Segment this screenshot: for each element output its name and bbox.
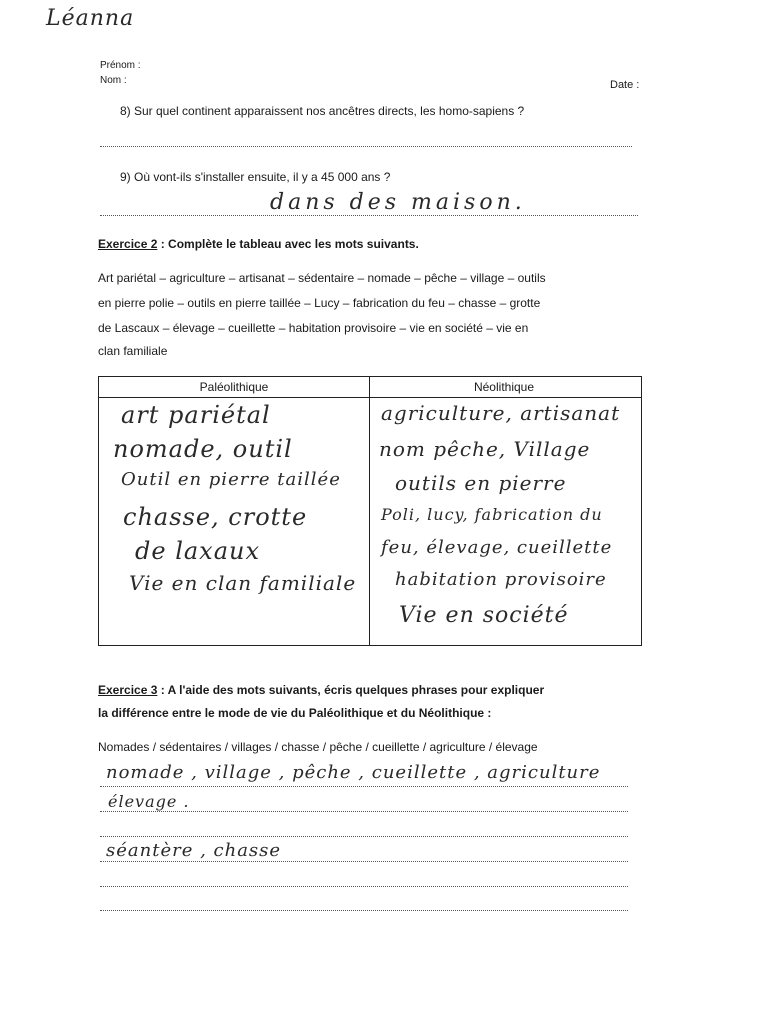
exercise-3-heading bbox=[98, 683, 544, 697]
neo-answer-line: Poli, lucy, fabrication du bbox=[381, 505, 603, 524]
col-header-paleolithique: Paléolithique bbox=[199, 380, 269, 394]
prenom-label: Prénom : bbox=[100, 60, 141, 71]
exercise-3-word-list: Nomades / sédentaires / villages / chasse / pêche / cueillette / agriculture / élevage bbox=[98, 740, 538, 754]
nom-label: Nom : bbox=[100, 75, 127, 86]
word-list-line-4: clan familiale bbox=[98, 344, 168, 358]
exercise-2-title: Exercice 2 bbox=[98, 237, 158, 251]
word-list-line-2: en pierre polie – outils en pierre taillée – Lucy – fabrication du feu – chasse – grotte bbox=[98, 296, 541, 310]
period-table bbox=[98, 376, 642, 646]
col-header-neolithique: Néolithique bbox=[473, 380, 535, 394]
answer-line-q8[interactable] bbox=[100, 138, 632, 147]
date-label: Date : bbox=[610, 79, 640, 91]
neo-answer-line: Vie en société bbox=[399, 603, 569, 628]
exercise-3-instruction: : A l'aide des mots suivants, écris quelques phrases pour expliquer bbox=[157, 683, 545, 697]
paleo-answer-line: art pariétal bbox=[121, 401, 271, 429]
paleo-answer-line: chasse, crotte bbox=[123, 503, 308, 531]
table-column-divider bbox=[369, 377, 370, 645]
neo-answer-line: outils en pierre bbox=[395, 471, 567, 495]
question-9: 9) Où vont-ils s'installer ensuite, il y a 45 000 ans ? bbox=[120, 170, 391, 184]
answer-q9-handwritten: dans des maison. bbox=[270, 190, 526, 215]
neo-answer-line: nom pêche, Village bbox=[379, 437, 591, 461]
answer-line-ex3[interactable] bbox=[100, 904, 628, 911]
answer-line-ex3[interactable] bbox=[100, 830, 628, 837]
neo-answer-line: feu, élevage, cueillette bbox=[381, 537, 613, 558]
ex3-answer-handwritten: nomade , village , pêche , cueillette , agriculture bbox=[106, 762, 601, 783]
paleo-answer-line: Outil en pierre taillée bbox=[121, 469, 341, 490]
answer-line-ex3[interactable] bbox=[100, 880, 628, 887]
paleo-answer-line: nomade, outil bbox=[113, 435, 293, 463]
word-list-line-3: de Lascaux – élevage – cueillette – habitation provisoire – vie en société – vie en bbox=[98, 321, 529, 335]
exercise-3-instruction-line-2: la différence entre le mode de vie du Paléolithique et du Néolithique : bbox=[98, 706, 492, 720]
paleo-answer-line: Vie en clan familiale bbox=[129, 571, 357, 595]
exercise-2-instruction: : Complète le tableau avec les mots suivants. bbox=[157, 237, 419, 251]
ex3-answer-handwritten: élevage . bbox=[108, 792, 190, 811]
student-name-handwritten: Léanna bbox=[46, 6, 135, 31]
exercise-3-title: Exercice 3 bbox=[98, 683, 158, 697]
neo-answer-line: habitation provisoire bbox=[395, 569, 607, 590]
question-8: 8) Sur quel continent apparaissent nos ancêtres directs, les homo-sapiens ? bbox=[120, 104, 525, 118]
ex3-answer-handwritten: séantère , chasse bbox=[106, 840, 282, 861]
word-list-line-1: Art pariétal – agriculture – artisanat – sédentaire – nomade – pêche – village – outils bbox=[98, 271, 546, 285]
paleo-answer-line: de laxaux bbox=[135, 537, 261, 565]
neo-answer-line: agriculture, artisanat bbox=[381, 401, 621, 425]
exercise-2-heading bbox=[98, 237, 419, 251]
